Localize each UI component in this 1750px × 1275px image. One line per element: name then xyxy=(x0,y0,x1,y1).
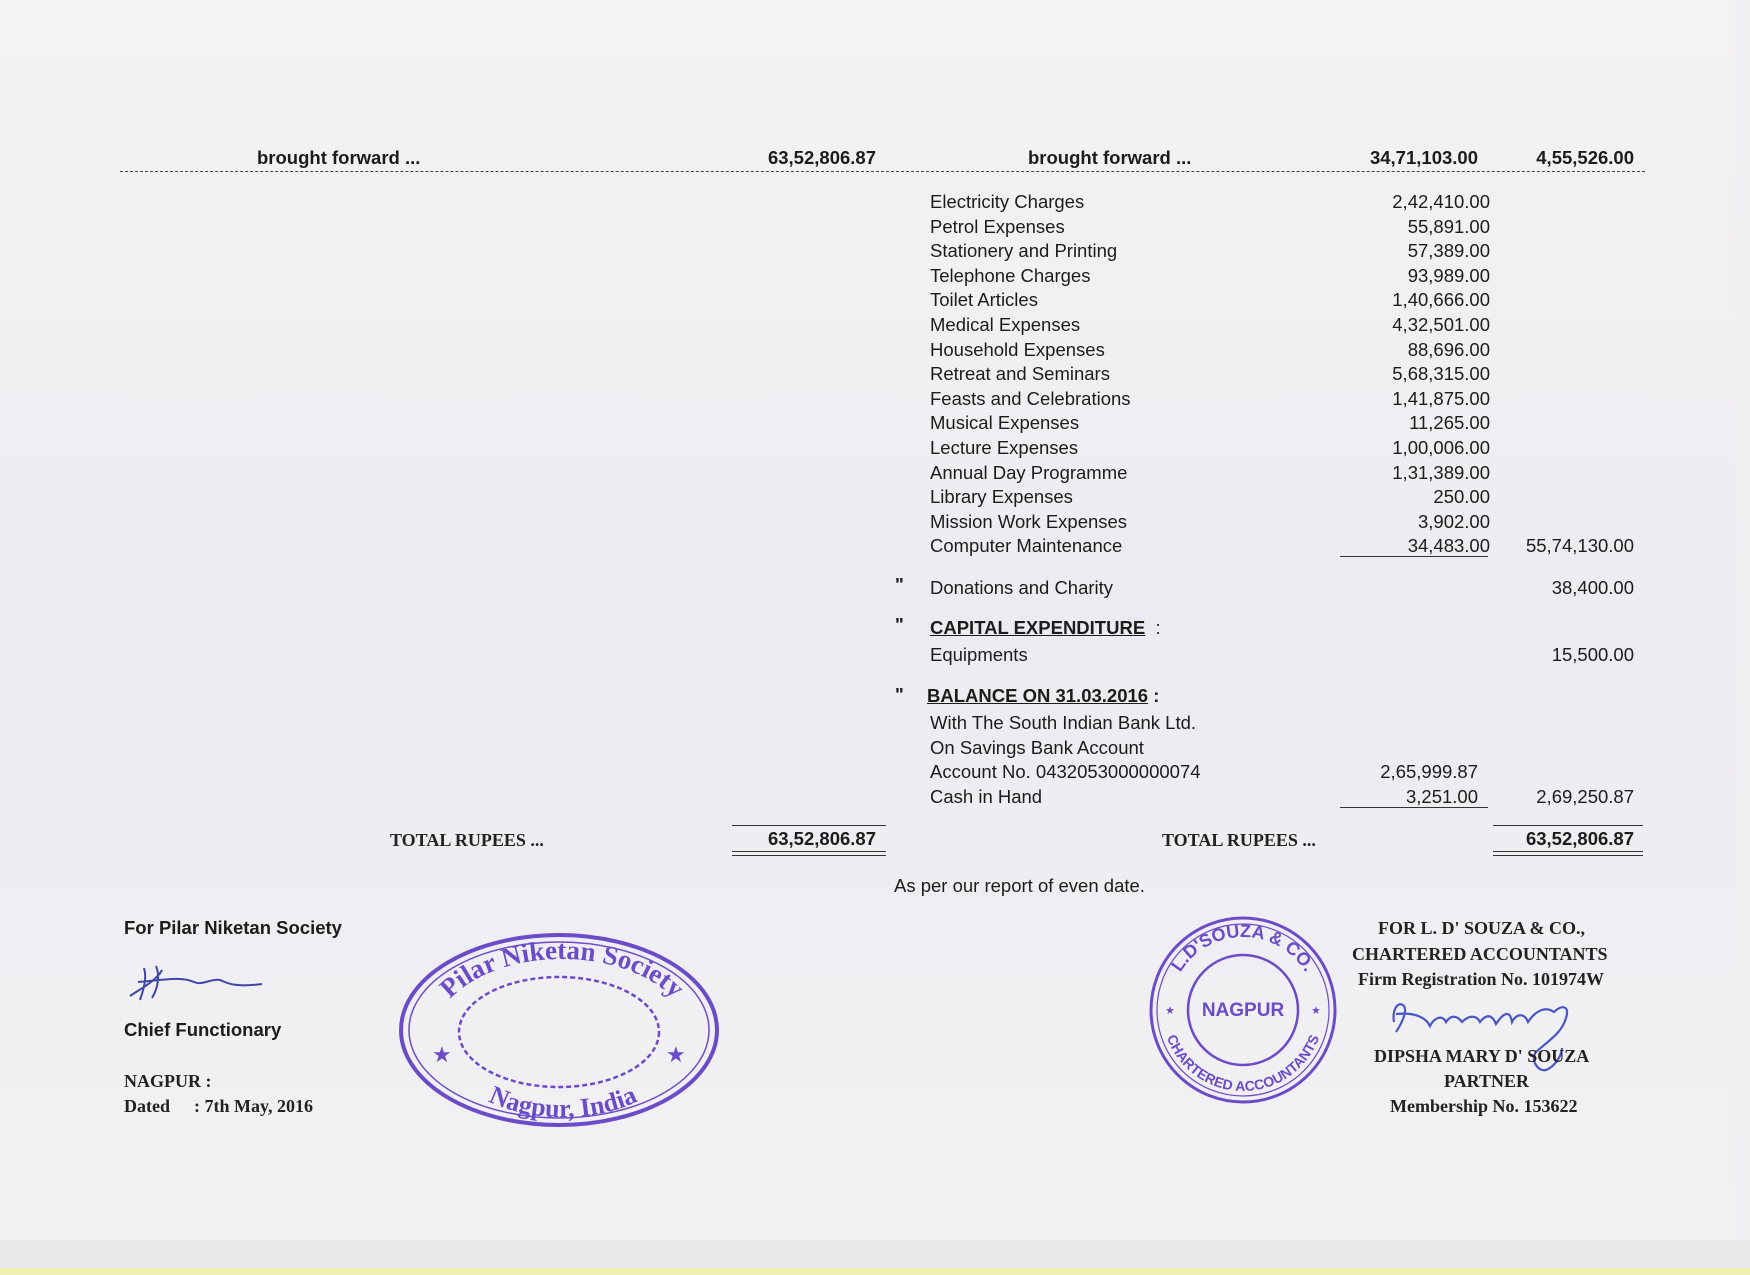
cash-amount: 3,251.00 xyxy=(1405,786,1478,807)
left-total-double-rule-1 xyxy=(732,851,886,852)
capital-heading xyxy=(930,617,1161,639)
auditor-stamp-bottom-text: CHARTERED ACCOUNTANTS xyxy=(1163,1032,1323,1095)
star-icon: ★ xyxy=(432,1042,452,1067)
society-stamp-bottom-text: Nagpur, India xyxy=(485,1079,641,1124)
society-stamp-seal xyxy=(396,925,722,1135)
expense-amount: 1,31,389.00 xyxy=(1392,461,1490,483)
expenses-total: 55,74,130.00 xyxy=(1525,535,1634,556)
expense-label: Computer Maintenance xyxy=(930,535,1123,557)
auditor-registration: Firm Registration No. 101974W xyxy=(1358,969,1604,989)
expense-label: Telephone Charges xyxy=(930,264,1091,286)
partner-title: PARTNER xyxy=(1444,1071,1530,1091)
expense-label: Electricity Charges xyxy=(930,191,1085,212)
society-dated-value: : 7th May, 2016 xyxy=(194,1096,313,1116)
expense-label: Library Expenses xyxy=(930,486,1073,508)
expense-amount: 5,68,315.00 xyxy=(1392,363,1490,385)
balance-subtotal-rule xyxy=(1340,807,1488,808)
report-note: As per our report of even date. xyxy=(894,875,1145,896)
expense-label: Lecture Expenses xyxy=(930,436,1079,458)
society-role: Chief Functionary xyxy=(124,1019,282,1040)
cash-label: Cash in Hand xyxy=(930,786,1043,807)
ditto-mark: " xyxy=(895,684,904,705)
expense-amount: 93,989.00 xyxy=(1407,264,1490,286)
list-item xyxy=(930,191,1490,216)
society-stamp-top-text: Pilar Niketan Society xyxy=(433,934,691,1004)
right-brought-forward-amount-2: 4,55,526.00 xyxy=(1536,147,1634,168)
auditor-firm: FOR L. D' SOUZA & CO., xyxy=(1378,918,1586,938)
capital-colon: : xyxy=(1155,617,1161,638)
right-total-double-rule-1 xyxy=(1493,851,1643,852)
left-brought-forward-amount: 63,52,806.87 xyxy=(767,147,876,168)
society-for-line: For Pilar Niketan Society xyxy=(124,917,342,938)
expense-amount: 11,265.00 xyxy=(1409,412,1490,434)
right-total-top-rule xyxy=(1493,825,1643,826)
right-total-double-rule-2 xyxy=(1493,855,1643,856)
list-item xyxy=(930,437,1490,462)
right-total-amount: 63,52,806.87 xyxy=(1525,828,1634,849)
right-brought-forward-amount-1: 34,71,103.00 xyxy=(1369,147,1478,168)
balance-colon: : xyxy=(1153,685,1160,706)
expense-label: Stationery and Printing xyxy=(930,240,1118,262)
expense-label: Toilet Articles xyxy=(930,289,1038,311)
balance-heading xyxy=(927,685,1159,707)
right-brought-forward-label: brought forward ... xyxy=(1028,147,1192,168)
expense-amount: 88,696.00 xyxy=(1407,338,1490,360)
chief-functionary-signature xyxy=(122,958,272,1008)
list-item xyxy=(930,388,1490,413)
list-item xyxy=(930,339,1490,364)
auditor-stamp-seal xyxy=(1148,912,1338,1108)
left-total-double-rule-2 xyxy=(732,855,886,856)
expense-amount: 1,40,666.00 xyxy=(1392,289,1490,311)
right-total-label: TOTAL RUPEES ... xyxy=(1162,830,1316,850)
subtotal-rule xyxy=(1340,556,1488,557)
list-item xyxy=(930,363,1490,388)
scan-bottom-strip xyxy=(0,1268,1750,1275)
auditor-stamp-top-text: L.D'SOUZA & CO. xyxy=(1166,920,1320,975)
list-item xyxy=(930,462,1490,487)
society-dated-label: Dated xyxy=(124,1096,170,1116)
auditor-type: CHARTERED ACCOUNTANTS xyxy=(1352,944,1608,964)
expense-list xyxy=(930,191,1490,560)
expense-amount: 1,41,875.00 xyxy=(1392,387,1490,409)
capital-heading-text: CAPITAL EXPENDITURE xyxy=(930,617,1146,638)
expense-amount: 3,902.00 xyxy=(1417,510,1490,532)
list-item xyxy=(930,511,1490,536)
expense-amount: 2,42,410.00 xyxy=(1392,191,1490,212)
expense-label: Household Expenses xyxy=(930,338,1105,360)
expense-label: Annual Day Programme xyxy=(930,461,1128,483)
expense-amount: 34,483.00 xyxy=(1407,535,1490,557)
list-item xyxy=(930,265,1490,290)
society-place: NAGPUR : xyxy=(124,1071,212,1091)
left-total-amount: 63,52,806.87 xyxy=(767,828,876,849)
left-total-label: TOTAL RUPEES ... xyxy=(390,830,544,850)
capital-amount: 15,500.00 xyxy=(1551,644,1634,665)
list-item xyxy=(930,486,1490,511)
left-total-top-rule xyxy=(732,825,886,826)
expense-amount: 57,389.00 xyxy=(1407,240,1490,262)
list-item xyxy=(930,289,1490,314)
balance-total: 2,69,250.87 xyxy=(1536,786,1634,807)
expense-label: Musical Expenses xyxy=(930,412,1080,434)
partner-membership: Membership No. 153622 xyxy=(1390,1096,1578,1116)
expense-label: Mission Work Expenses xyxy=(930,510,1128,532)
balance-line-1: With The South Indian Bank Ltd. xyxy=(930,712,1197,733)
expense-amount: 1,00,006.00 xyxy=(1392,436,1490,458)
balance-heading-text: BALANCE ON 31.03.2016 xyxy=(927,685,1149,706)
expense-label: Petrol Expenses xyxy=(930,215,1065,237)
capital-item: Equipments xyxy=(930,644,1028,665)
star-icon: ★ xyxy=(1311,1005,1321,1017)
ditto-mark: " xyxy=(895,574,904,595)
expense-amount: 4,32,501.00 xyxy=(1392,313,1490,335)
donations-label: Donations and Charity xyxy=(930,577,1114,598)
expense-label: Medical Expenses xyxy=(930,313,1081,335)
star-icon: ★ xyxy=(1165,1005,1175,1017)
expense-amount: 55,891.00 xyxy=(1407,215,1490,237)
partner-name: DIPSHA MARY D' SOUZA xyxy=(1374,1046,1590,1066)
expense-label: Retreat and Seminars xyxy=(930,363,1110,385)
list-item xyxy=(930,240,1490,265)
balance-line-3: Account No. 0432053000000074 xyxy=(930,761,1201,782)
ditto-mark: " xyxy=(895,614,904,635)
list-item xyxy=(930,314,1490,339)
list-item xyxy=(930,216,1490,241)
left-brought-forward-label: brought forward ... xyxy=(257,147,421,168)
star-icon: ★ xyxy=(666,1042,686,1067)
expense-amount: 250.00 xyxy=(1433,486,1490,508)
bank-balance-amount: 2,65,999.87 xyxy=(1380,761,1478,782)
donations-amount: 38,400.00 xyxy=(1551,577,1634,598)
header-dashed-rule xyxy=(120,171,1645,172)
expense-label: Feasts and Celebrations xyxy=(930,387,1131,409)
list-item xyxy=(930,412,1490,437)
balance-line-2: On Savings Bank Account xyxy=(930,737,1144,758)
auditor-stamp-center-text: NAGPUR xyxy=(1201,1000,1285,1021)
